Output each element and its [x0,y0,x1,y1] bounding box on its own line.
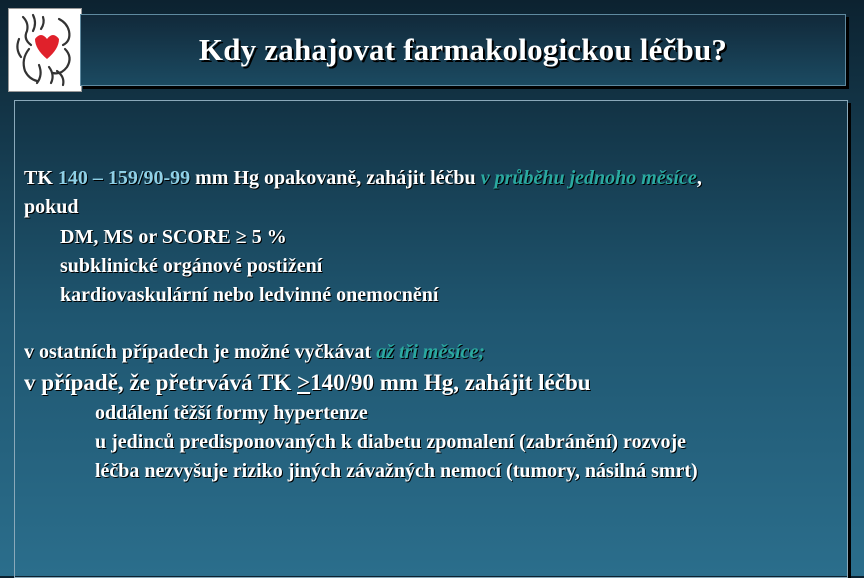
title-bar [80,14,846,86]
text-fragment: TK [24,167,58,189]
reason-item: oddálení těžší formy hypertenze [95,402,368,424]
page-title: Kdy zahajovat farmakologickou léčbu? [198,32,728,67]
logo [8,8,82,92]
lion-emblem-icon [9,9,81,91]
timeframe-highlight: v průběhu jednoho měsíce [480,167,697,189]
criteria-line [24,167,702,190]
ge-symbol: > [297,370,311,395]
reason-item: u jedinců predisponovaných k diabetu zpomalení (zabránění) rozvoje [95,431,686,453]
text-fragment: mm Hg opakovaně, zahájit léčbu [190,167,481,189]
other-cases-line [24,341,485,364]
text-fragment: v ostatních případech je možné vyčkávat [24,341,377,363]
text-fragment: , [696,167,702,189]
condition-intro: pokud [24,196,79,218]
text-fragment: v případě, že přetrvává TK [24,370,297,395]
text-fragment: 140/90 mm Hg, zahájit léčbu [310,370,591,395]
timeframe-highlight: až tři měsíce; [376,341,486,363]
condition-item: subklinické orgánové postižení [60,255,323,277]
persistent-bp-line [24,370,591,396]
condition-item: kardiovaskulární nebo ledvinné onemocnění [60,284,439,306]
reason-item: léčba nezvyšuje riziko jiných závažných nemocí (tumory, násilná smrt) [95,460,698,482]
condition-item: DM, MS or SCORE ≥ 5 % [60,226,287,248]
bp-range: 140 – 159/90-99 [57,167,191,189]
